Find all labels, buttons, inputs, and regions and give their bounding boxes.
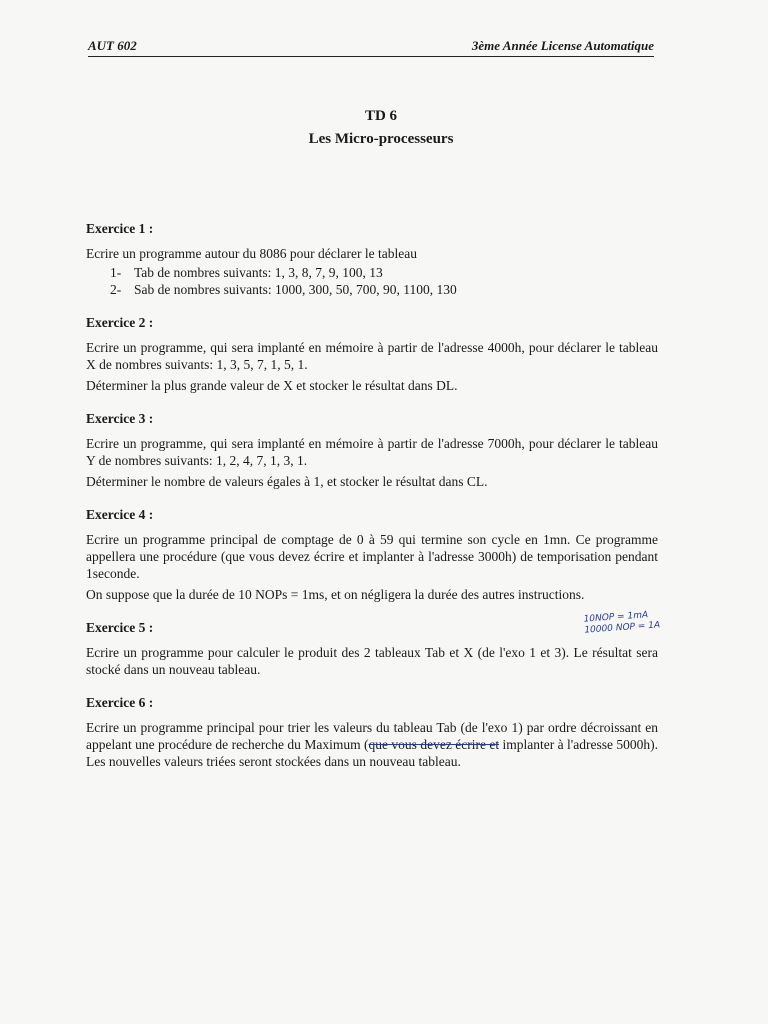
list-item [110, 264, 658, 281]
list-number: 2- [110, 282, 122, 297]
exercise-text: Déterminer la plus grande valeur de X et stocker le résultat dans DL. [86, 378, 458, 393]
text-part: Ecrire un programme principal pour trier les valeurs du tableau Tab (de l'exo 1) par ordre décroissant en appelant une procédure de recherche du Maximum ( [86, 720, 658, 752]
exercise-heading: Exercice 2 : [86, 315, 154, 330]
program-name: 3ème Année License Automatique [471, 38, 654, 53]
exercise-3 [86, 410, 658, 490]
exercise-text [86, 719, 658, 770]
exercise-text: Déterminer le nombre de valeurs égales à 1, et stocker le résultat dans CL. [86, 474, 488, 489]
page-header [88, 38, 654, 57]
exercise-text: Ecrire un programme principal de comptage de 0 à 59 qui termine son cycle en 1mn. Ce programme appellera une procédure (que vous devez écrire et implanter à l'adresse 3000h) de temporisation pendant 1seconde. [86, 532, 658, 581]
list-number: 1- [110, 265, 122, 280]
td-number: TD 6 [364, 108, 398, 124]
exercise-4 [86, 506, 658, 603]
exercise-5 [86, 619, 661, 678]
list-item [110, 281, 658, 298]
td-title: Les Micro-processeurs [308, 131, 454, 147]
exercise-6 [86, 694, 658, 770]
exercise-list [110, 264, 658, 298]
struck-text: que vous devez écrire et [368, 737, 500, 752]
exercises [86, 220, 661, 786]
exercise-text: Ecrire un programme, qui sera implanté en mémoire à partir de l'adresse 4000h, pour déclarer le tableau X de nombres suivants: 1, 3, 5, 7, 1, 5, 1. [86, 340, 658, 372]
exercise-1 [86, 220, 658, 298]
exercise-2 [86, 314, 658, 394]
text-part: implanter à l'adresse 5000h). Les nouvelles valeurs triées seront stockées dans un nouveau tableau. [86, 737, 658, 769]
title-block [0, 108, 768, 148]
list-text: Tab de nombres suivants: 1, 3, 8, 7, 9, 100, 13 [134, 265, 383, 280]
exercise-text: Ecrire un programme, qui sera implanté en mémoire à partir de l'adresse 7000h, pour déclarer le tableau Y de nombres suivants: 1, 2, 4, 7, 1, 3, 1. [86, 436, 658, 468]
note-line: 10NOP = 1mA [583, 610, 649, 625]
exercise-heading: Exercice 5 : [86, 620, 154, 635]
exercise-text: On suppose que la durée de 10 NOPs = 1ms, et on négligera la durée des autres instructions. [86, 587, 585, 602]
exercise-heading: Exercice 4 : [86, 507, 154, 522]
exercise-text: Ecrire un programme autour du 8086 pour déclarer le tableau [86, 246, 417, 261]
exercise-heading: Exercice 1 : [86, 221, 154, 236]
course-code: AUT 602 [88, 38, 137, 53]
exercise-text: Ecrire un programme pour calculer le produit des 2 tableaux Tab et X (de l'exo 1 et 3). Le résultat sera stocké dans un nouveau tableau. [86, 645, 658, 677]
list-text: Sab de nombres suivants: 1000, 300, 50, 700, 90, 1100, 130 [134, 282, 457, 297]
exercise-heading: Exercice 6 : [86, 695, 154, 710]
exercise-heading: Exercice 3 : [86, 411, 154, 426]
note-line: 10000 NOP = 1A [584, 620, 661, 636]
